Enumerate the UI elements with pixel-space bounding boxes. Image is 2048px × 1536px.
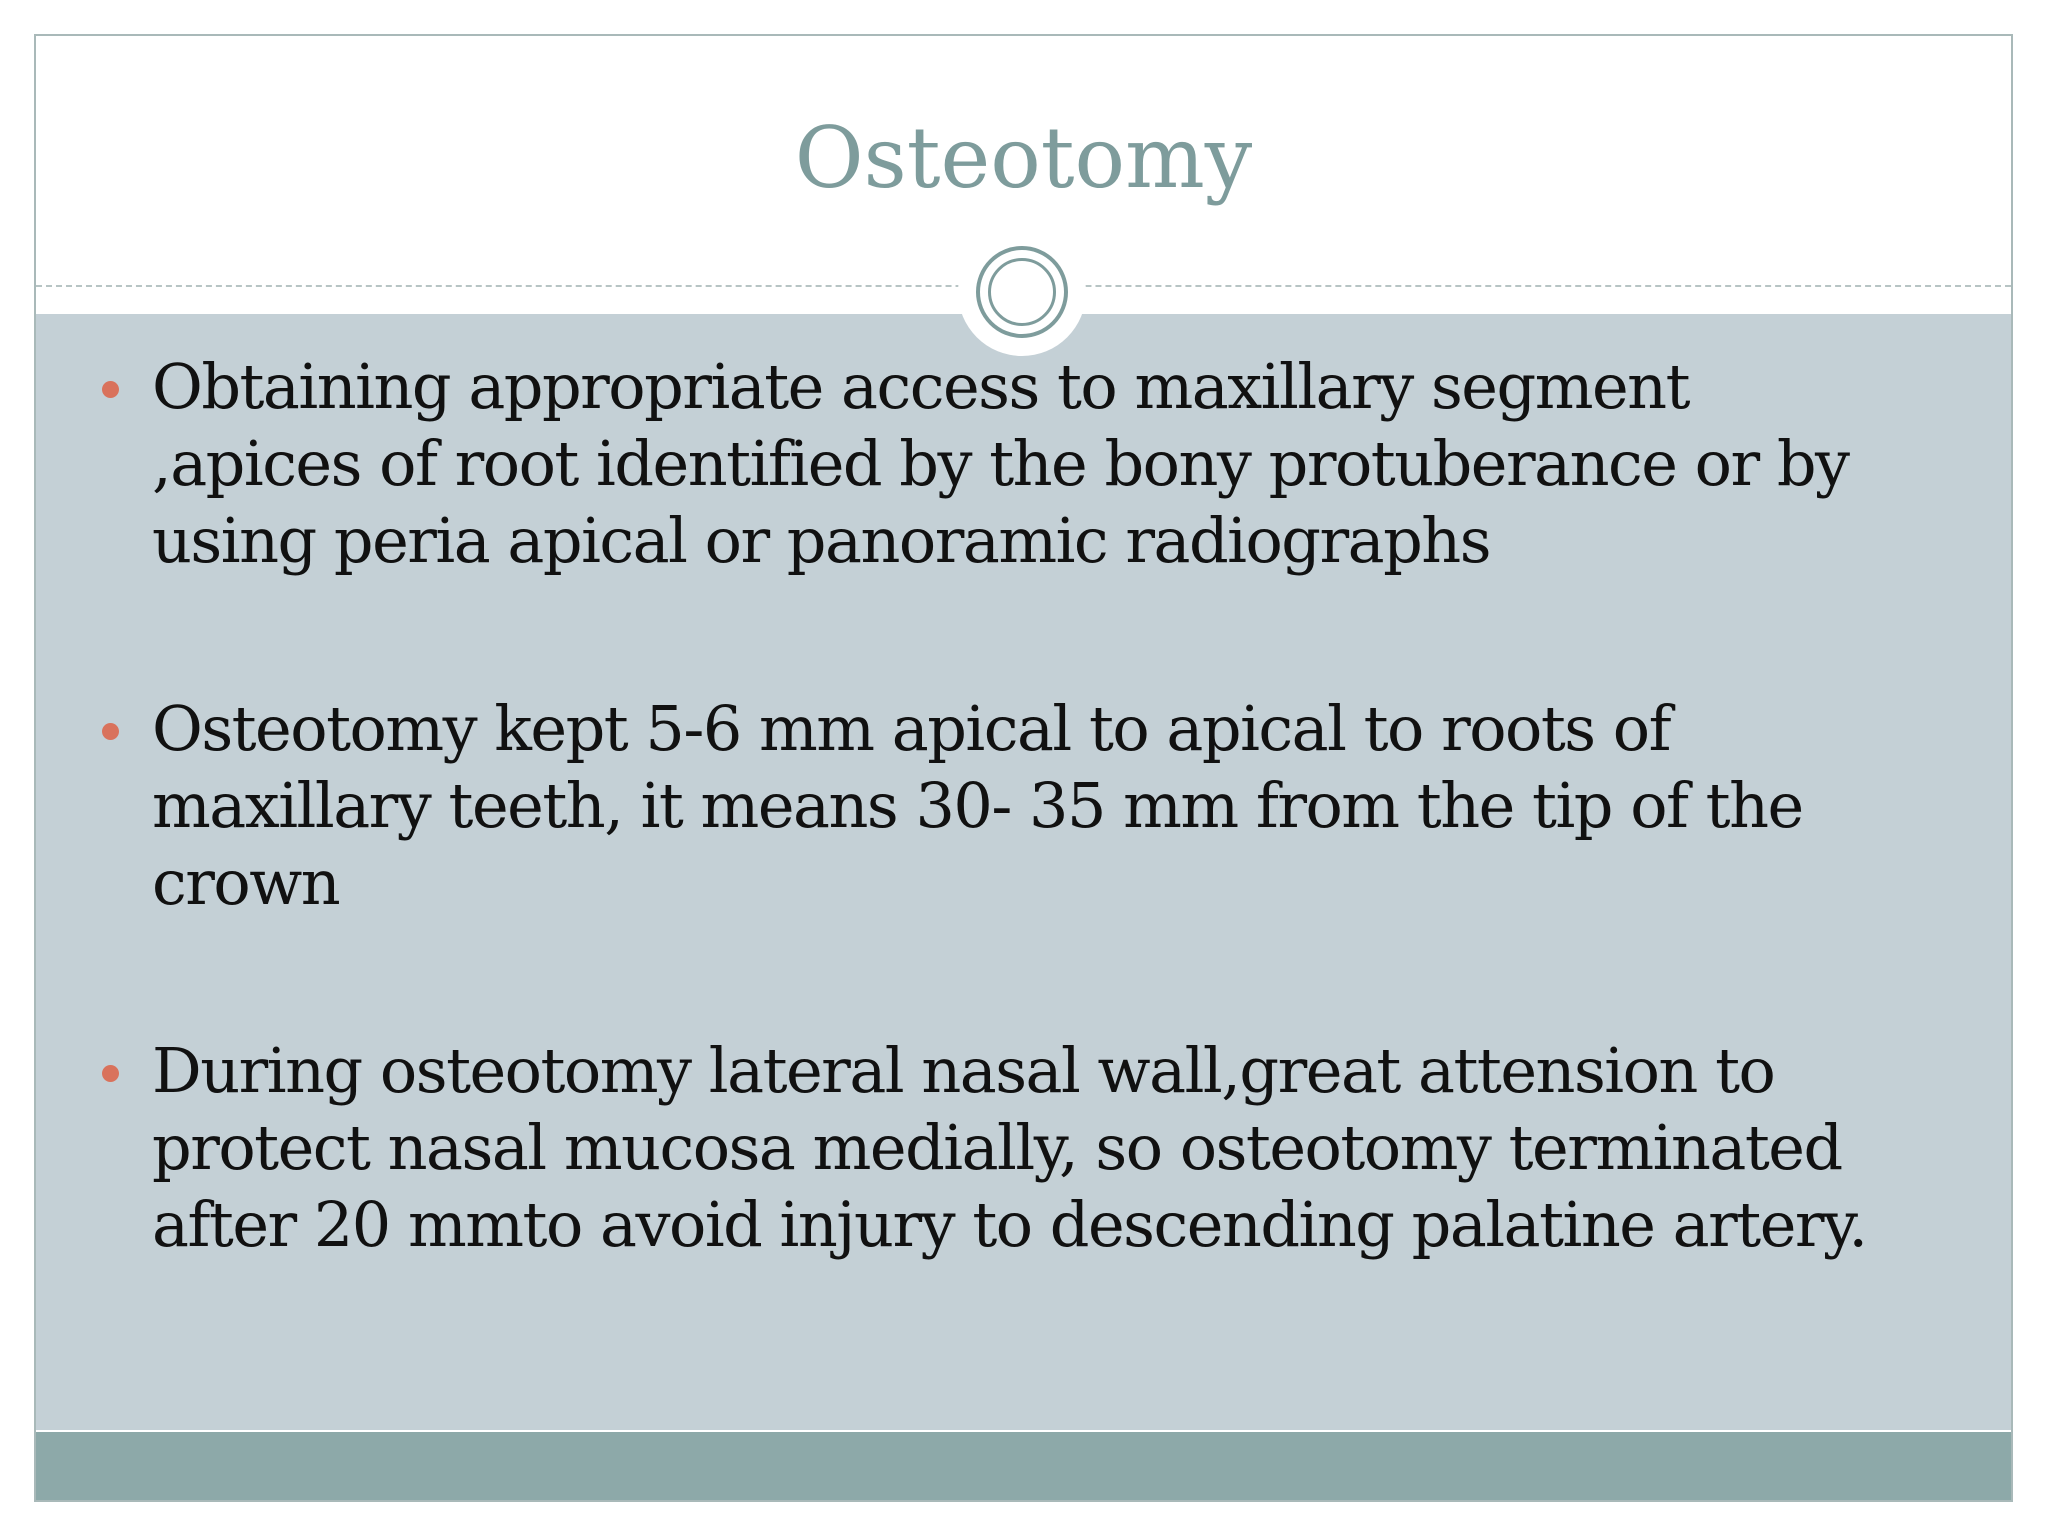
slide — [34, 34, 2013, 1502]
bullet-item — [152, 690, 1992, 921]
bullet-text: Obtaining appropriate access to maxillary segment ,apices of root identified by the bony protuberance or by using peria apical or panoramic radiographs — [152, 350, 1849, 577]
footer-band — [36, 1432, 2011, 1502]
ornament-circle-icon — [958, 228, 1086, 356]
bullet-text: Osteotomy kept 5-6 mm apical to apical to roots of maxillary teeth, it means 30- 35 mm from the tip of the crown — [152, 692, 1803, 919]
bullet-text: During osteotomy lateral nasal wall,great attension to protect nasal mucosa medially, so osteotomy terminated after 20 mmto avoid injury to descending palatine artery. — [152, 1034, 1867, 1261]
bullet-item — [152, 1032, 1992, 1263]
bullet-item — [152, 348, 1992, 579]
ornament-inner-ring — [988, 258, 1056, 326]
slide-title: Osteotomy — [794, 109, 1253, 207]
bullet-dot-icon — [102, 1065, 119, 1082]
bullet-dot-icon — [102, 381, 119, 398]
bullet-dot-icon — [102, 723, 119, 740]
ornament-outer-ring — [976, 246, 1068, 338]
